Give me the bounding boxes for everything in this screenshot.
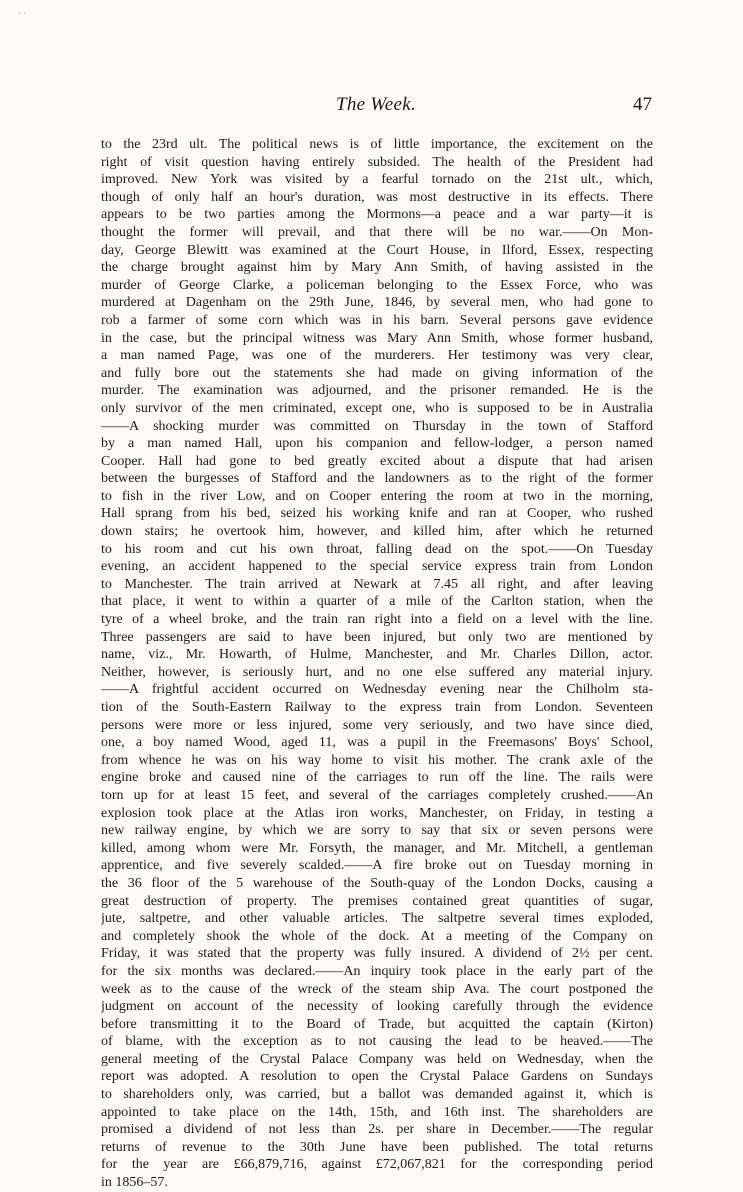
text-line: right of visit question having entirely subsided. The health of the President had <box>101 154 653 170</box>
text-line: to shareholders only, was carried, but a ballot was demanded against it, which is <box>101 1087 653 1103</box>
text-line: tyre of a wheel broke, and the train ran right into a field on a level with the line. <box>101 612 653 628</box>
text-line: name, viz., Mr. Howarth, of Hulme, Manchester, and Mr. Charles Dillon, actor. <box>101 647 653 663</box>
text-line: Friday, it was stated that the property was fully insured. A dividend of 2½ per cent. <box>101 946 653 962</box>
text-line: the charge brought against him by Mary Ann Smith, of having assisted in the <box>101 260 653 276</box>
text-line: for the year are £66,879,716, against £72,067,821 for the corresponding period <box>101 1157 653 1173</box>
text-line: improved. New York was visited by a fearful tornado on the 21st ult., which, <box>101 172 653 188</box>
text-line: though of only half an hour's duration, was most destructive in its effects. There <box>101 189 653 205</box>
text-line: to fish in the river Low, and on Cooper entering the room at two in the morning, <box>101 488 653 504</box>
text-line: great destruction of property. The premises contained great quantities of sugar, <box>101 893 653 909</box>
text-line: killed, among whom were Mr. Forsyth, the manager, and Mr. Mitchell, a gentleman <box>101 840 653 856</box>
text-line: report was adopted. A resolution to open the Crystal Palace Gardens on Sundays <box>101 1069 653 1085</box>
text-line: the 36 floor of the 5 warehouse of the South-quay of the London Docks, causing a <box>101 875 653 891</box>
text-line: by a man named Hall, upon his companion and fellow-lodger, a person named <box>101 436 653 452</box>
text-line: appears to be two parties among the Mormons—a peace and a war party—it is <box>101 207 653 223</box>
text-line: murder. The examination was adjourned, and the prisoner remanded. He is the <box>101 383 653 399</box>
text-line: to his room and cut his own throat, falling dead on the spot.——On Tuesday <box>101 541 653 557</box>
text-line: between the burgesses of Stafford and the landowners as to the right of the former <box>101 471 653 487</box>
text-line: thought the former will prevail, and that there will be no war.——On Mon- <box>101 224 653 240</box>
text-line: and fully bore out the statements she had made on giving information of the <box>101 365 653 381</box>
text-line: day, George Blewitt was examined at the Court House, in Ilford, Essex, respecting <box>101 242 653 258</box>
text-line: new railway engine, by which we are sorry to say that six or seven persons were <box>101 823 653 839</box>
text-line: in 1856–57. <box>101 1175 168 1191</box>
text-line: explosion took place at the Atlas iron works, Manchester, on Friday, in testing a <box>101 805 653 821</box>
text-line: jute, saltpetre, and other valuable articles. The saltpetre several times exploded, <box>101 911 653 927</box>
text-line: judgment on account of the necessity of looking carefully through the evidence <box>101 999 653 1015</box>
text-line: evening, an accident happened to the special service express train from London <box>101 559 653 575</box>
text-line: to the 23rd ult. The political news is of little importance, the excitement on the <box>101 137 653 152</box>
text-line: week as to the cause of the wreck of the steam ship Ava. The court postponed the <box>101 981 653 997</box>
text-line: of blame, with the exception as to not causing the lead to be heaved.——The <box>101 1034 653 1050</box>
text-line: apprentice, and five severely scalded.——A fire broke out on Tuesday morning in <box>101 858 653 874</box>
text-line: torn up for at least 15 feet, and several of the carriages completely crushed.——An <box>101 787 653 803</box>
text-line: promised a dividend of not less than 2s. per share in December.——The regular <box>101 1122 653 1138</box>
text-line: general meeting of the Crystal Palace Company was held on Wednesday, when the <box>101 1051 653 1067</box>
text-line: before transmitting it to the Board of Trade, but acquitted the captain (Kirton) <box>101 1016 653 1032</box>
text-line: Neither, however, is seriously hurt, and no one else suffered any material injury. <box>101 664 653 680</box>
page-number: 47 <box>633 94 652 115</box>
text-line: in the case, but the principal witness was Mary Ann Smith, whose former husband, <box>101 330 653 346</box>
text-line: ——A frightful accident occurred on Wednesday evening near the Chilholm sta- <box>101 682 653 698</box>
running-title: The Week. <box>335 94 417 115</box>
text-line: tion of the South-Eastern Railway to the express train from London. Seventeen <box>101 700 653 715</box>
text-line: Hall sprang from his bed, seized his working knife and ran at Cooper, who rushed <box>101 506 653 522</box>
text-line: and completely shook the whole of the dock. At a meeting of the Company on <box>101 928 653 944</box>
text-line: a man named Page, was one of the murderers. Her testimony was very clear, <box>101 348 653 364</box>
corner-mark: · · <box>18 8 27 18</box>
text-line: Three passengers are said to have been injured, but only two are mentioned by <box>101 629 653 645</box>
text-line: persons were more or less injured, some very seriously, and two have since died, <box>101 717 653 733</box>
text-line: murdered at Dagenham on the 29th June, 1846, by several men, who had gone to <box>101 295 653 311</box>
text-line: down stairs; he overtook him, however, and killed him, after which he returned <box>101 524 653 540</box>
page-header <box>100 94 652 124</box>
text-line: appointed to take place on the 14th, 15th, and 16th inst. The shareholders are <box>101 1104 653 1120</box>
text-line: ——A shocking murder was committed on Thursday in the town of Stafford <box>101 418 653 434</box>
text-line: that place, it went to within a quarter of a mile of the Carlton station, when the <box>101 594 653 610</box>
text-line: for the six months was declared.——An inquiry took place in the early part of the <box>101 963 653 979</box>
text-line: to Manchester. The train arrived at Newark at 7.45 all right, and after leaving <box>101 576 653 592</box>
text-line: returns of revenue to the 30th June have been published. The total returns <box>101 1139 653 1155</box>
article-body <box>101 136 653 1192</box>
text-line: one, a boy named Wood, aged 11, was a pupil in the Freemasons' Boys' School, <box>101 735 653 751</box>
text-line: engine broke and caused nine of the carriages to run off the line. The rails were <box>101 770 653 786</box>
text-line: murder of George Clarke, a policeman belonging to the Essex Force, who was <box>101 277 653 293</box>
text-line: only survivor of the men criminated, except one, who is supposed to be in Australia <box>101 400 653 416</box>
text-line: from whence he was on his way home to visit his mother. The crank axle of the <box>101 752 653 768</box>
text-line: rob a farmer of some corn which was in his barn. Several persons gave evidence <box>101 312 653 328</box>
text-line: Cooper. Hall had gone to bed greatly excited about a dispute that had arisen <box>101 453 653 469</box>
